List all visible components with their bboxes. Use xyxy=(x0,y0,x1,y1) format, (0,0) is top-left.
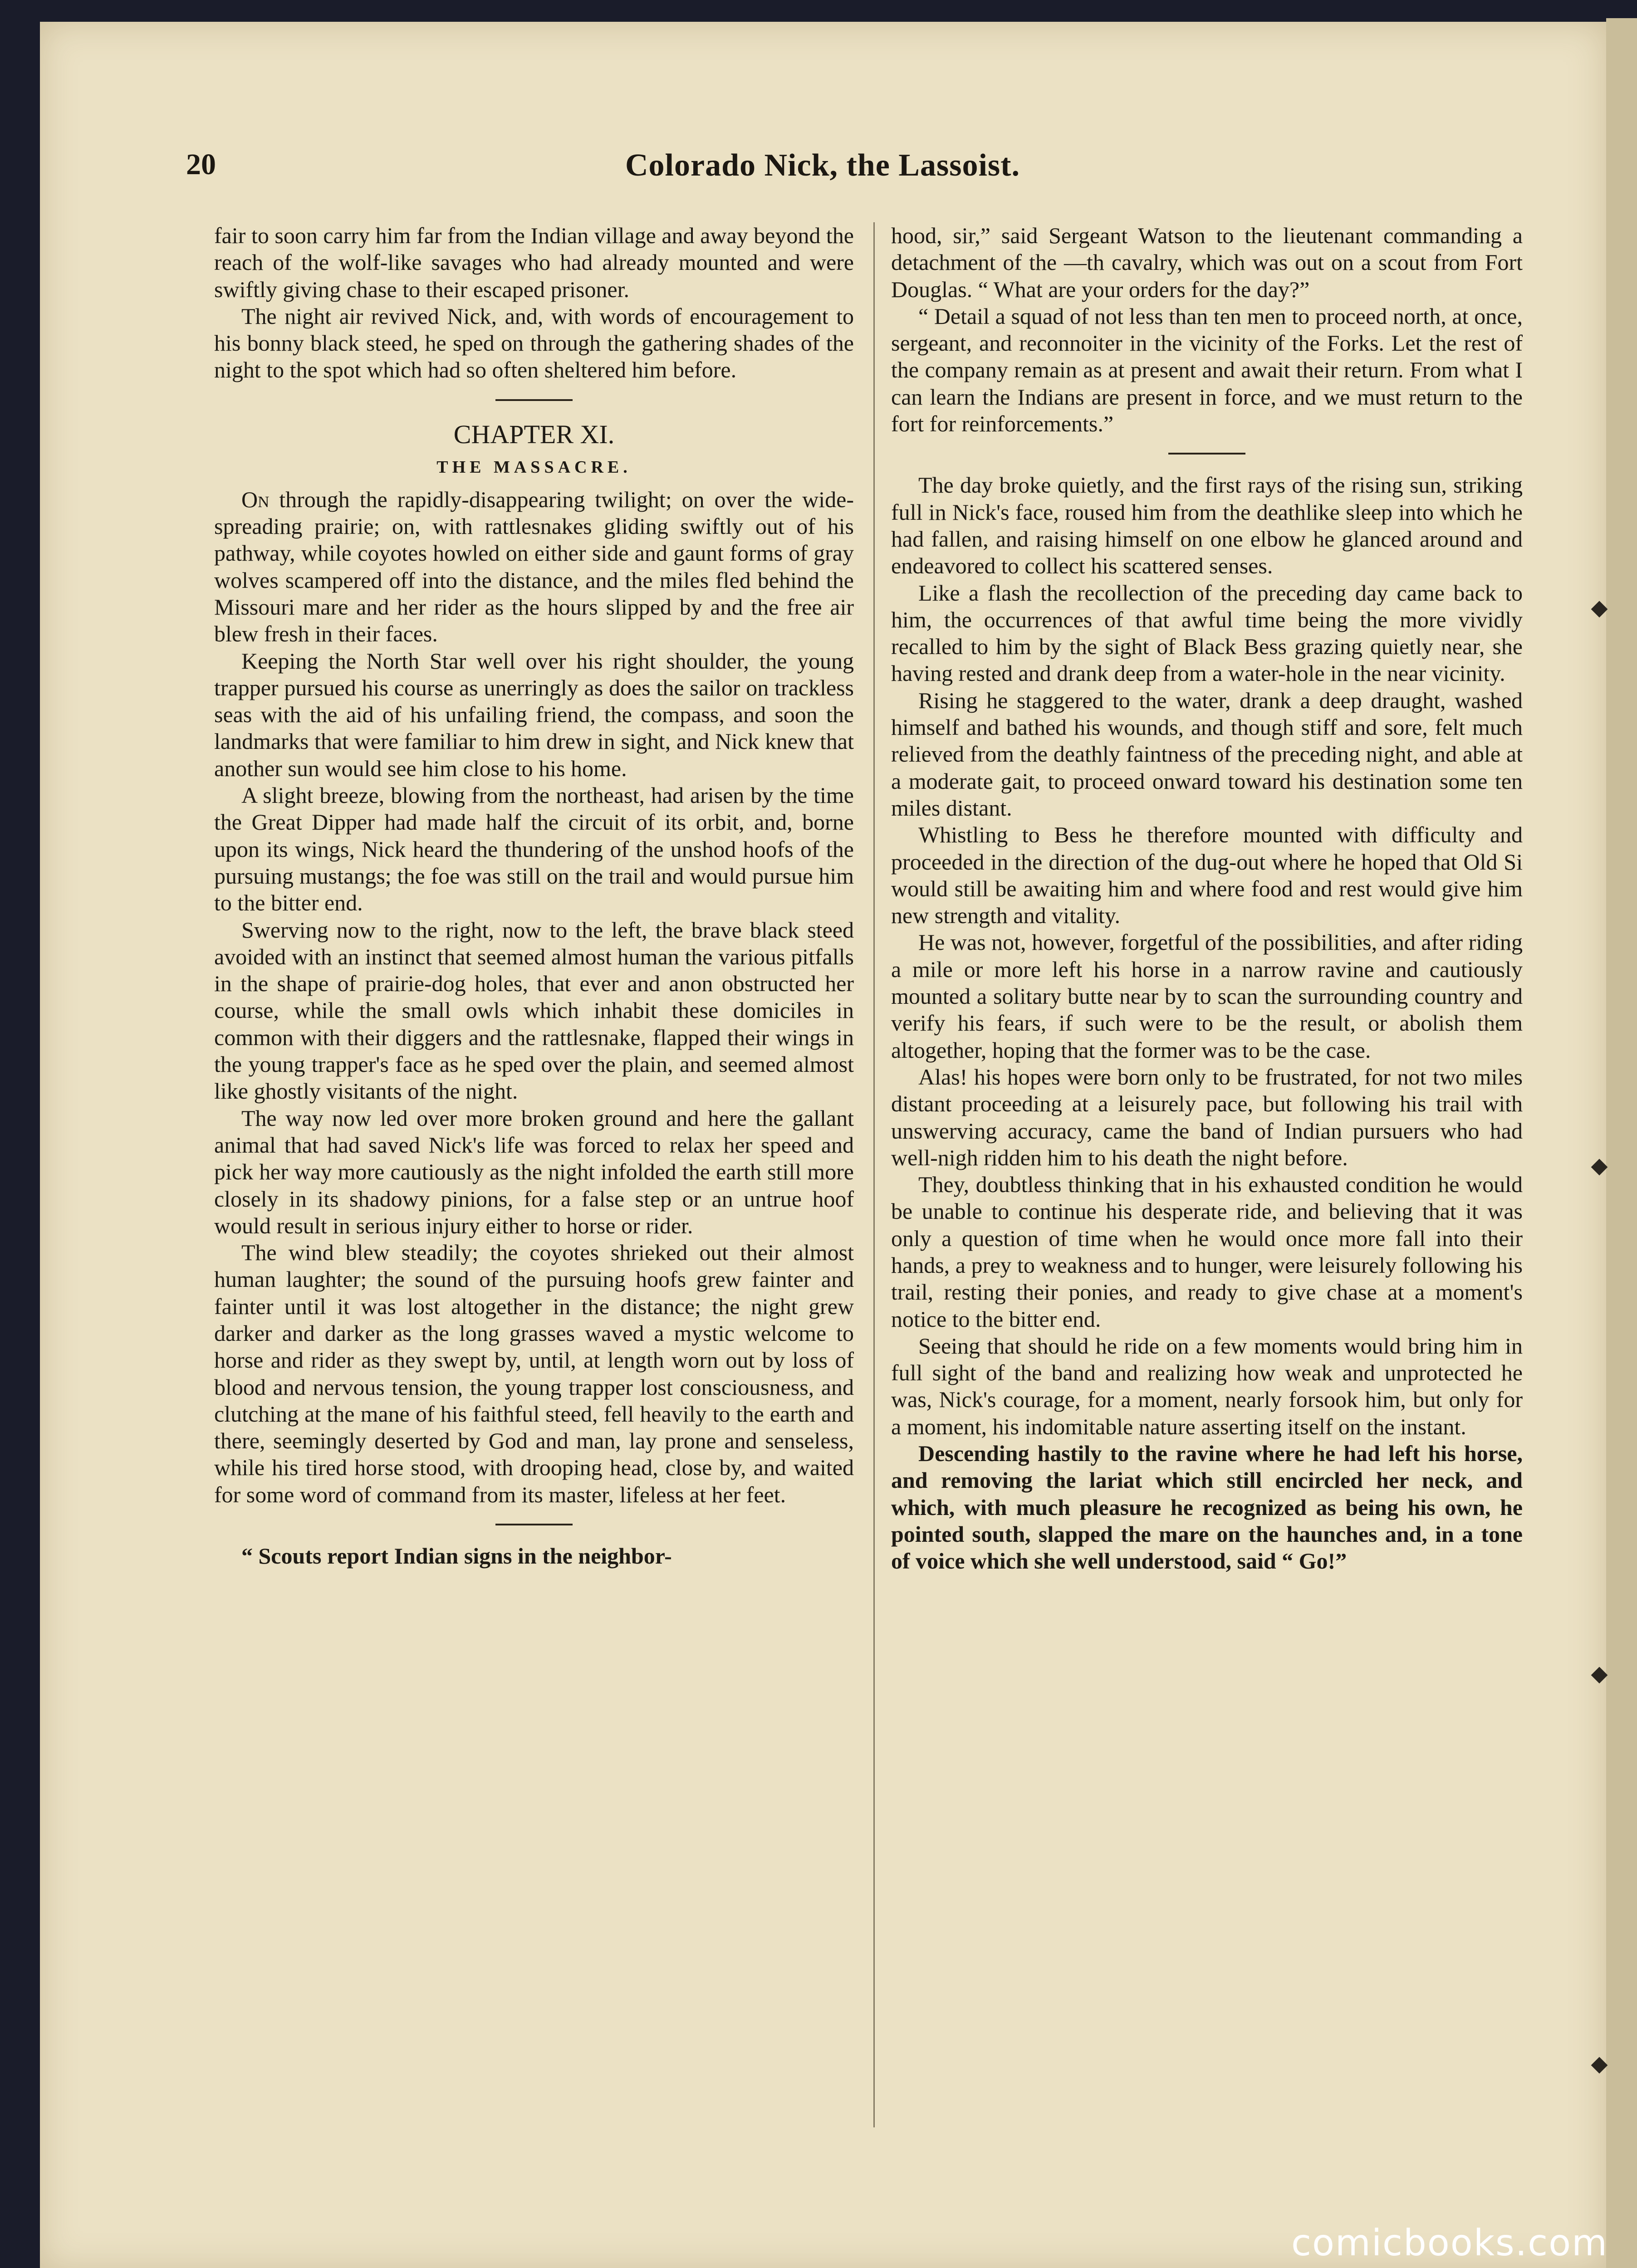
paragraph: They, doubtless thinking that in his exhausted condition he would be unable to continue his desperate ride, and believing that it was only a question of time when he would once more fall into their hands, a prey to weakness and to hunger, were leisurely following his trail, resting their ponies, and ready to give chase at a moment's notice to the bitter end. xyxy=(891,1172,1523,1332)
watermark: comicbooks.com xyxy=(1291,2222,1608,2264)
paragraph: hood, sir,” said Sergeant Watson to the lieutenant commanding a detachment of the —th cavalry, which was out on a scout from Fort Douglas. “ What are your orders for the day?” xyxy=(891,223,1523,302)
section-rule xyxy=(1168,453,1245,455)
first-paragraph-text: through the rapidly-disappearing twilight; on over the wide-spreading prairie; on, with rattlesnakes gliding swiftly out of his pathway, while coyotes howled on either side and gaunt forms of gray wolves scampered off into the distance, and the miles fled behind the Missouri mare and her rider as the hours slipped by and the free air blew fresh in their faces. xyxy=(214,486,854,647)
page-number: 20 xyxy=(186,148,216,181)
paragraph: The day broke quietly, and the first rays of the rising sun, striking full in Nick's face, roused him from the deathlike sleep into which he had fallen, and raising himself on one elbow he glanced around and endeavored to collect his scattered senses. xyxy=(891,472,1523,579)
chapter-subtitle: THE MASSACRE. xyxy=(436,457,632,477)
running-title: Colorado Nick, the Lassoist. xyxy=(625,148,1020,183)
chapter-title: CHAPTER XI. xyxy=(453,419,615,449)
right-column xyxy=(891,222,1523,2164)
paragraph: The night air revived Nick, and, with words of encouragement to his bonny black steed, he sped on through the gathering shades of the night to the spot which had so often sheltered him before. xyxy=(214,303,854,383)
section-rule xyxy=(495,399,573,401)
paragraph: Swerving now to the right, now to the left, the brave black steed avoided with an instinct that seemed almost human the various pitfalls in the shape of prairie-dog holes, that ever and anon obstructed her course, while the small owls which inhabit these domiciles in common with their diggers and the rattlesnake, flapped their wings in the young trapper's face as he sped over the plain, and seemed almost like ghostly visitants of the night. xyxy=(214,917,854,1104)
paragraph: Whistling to Bess he therefore mounted with difficulty and proceeded in the direction of the dug-out where he hoped that Old Si would still be awaiting him and where food and rest would give him new strength and vitality. xyxy=(891,822,1523,929)
paragraph: Seeing that should he ride on a few moments would bring him in full sight of the band and realizing how weak and unprotected he was, Nick's courage, for a moment, nearly forsook him, but only for a moment, his indomitable nature asserting itself on the instant. xyxy=(891,1333,1523,1439)
section-rule xyxy=(495,1524,573,1525)
dropcap-word: On xyxy=(241,486,270,512)
paragraph: The way now led over more broken ground and here the gallant animal that had saved Nick's life was forced to relax her speed and pick her way more cautiously as the night infolded the earth still more closely in its shadowy pinions, for a false step or an untrue hoof would result in serious injury either to horse or rider. xyxy=(214,1105,854,1238)
paragraph: Like a flash the recollection of the preceding day came back to him, the occurrences of that awful time being the more vividly recalled to him by the sight of Black Bess grazing quietly near, she having rested and drank deep from a water-hole in the near vicinity. xyxy=(891,580,1523,686)
paragraph: “ Detail a squad of not less than ten men to proceed north, at once, sergeant, and reconnoiter in the vicinity of the Forks. Let the rest of the company remain as at present and await their return. From what I can learn the Indians are present in force, and we must return to the fort for reinforcements.” xyxy=(891,303,1523,437)
left-column xyxy=(214,222,854,2164)
chapter-first-paragraph xyxy=(214,486,854,648)
paragraph: The wind blew steadily; the coyotes shrieked out their almost human laughter; the sound of the pursuing hoofs grew fainter and fainter until it was lost altogether in the distance; the night grew darker and darker as the long grasses waved a mystic welcome to horse and rider as they swept by, until, at length worn out by loss of blood and nervous tension, the young trapper lost consciousness, and clutching at the mane of his faithful steed, fell heavily to the earth and there, seemingly deserted by God and man, lay prone and senseless, while his tired horse stood, with drooping head, close by, and waited for some word of command from its master, lifeless at her feet. xyxy=(214,1240,854,1507)
paragraph: A slight breeze, blowing from the northeast, had arisen by the time the Great Dipper had made half the circuit of its orbit, and, borne upon its wings, Nick heard the thundering of the unshod hoofs of the pursuing mustangs; the foe was still on the trail and would pursue him to the bitter end. xyxy=(214,782,854,916)
paragraph: fair to soon carry him far from the Indian village and away beyond the reach of the wolf-like savages who had already mounted and were swiftly giving chase to their escaped prisoner. xyxy=(214,223,854,302)
paragraph: He was not, however, forgetful of the possibilities, and after riding a mile or more left his horse in a narrow ravine and cautiously mounted a solitary butte near by to scan the surrounding country and verify his fears, if such were to be the result, or abolish them altogether, hoping that the former was to be the case. xyxy=(891,929,1523,1063)
binding-edge xyxy=(1606,18,1637,2268)
paragraph: Alas! his hopes were born only to be frustrated, for not two miles distant proceeding at a leisurely pace, but following his trail with unswerving accuracy, came the band of Indian pursuers who had well-nigh ridden him to his death the night before. xyxy=(891,1064,1523,1170)
column-divider xyxy=(873,222,875,2127)
paragraph: Keeping the North Star well over his right shoulder, the young trapper pursued his course as unerringly as does the sailor on trackless seas with the aid of his unfailing friend, the compass, and soon the landmarks that were familiar to him drew in sight, and Nick knew that another sun would see him close to his home. xyxy=(214,648,854,781)
paragraph: Rising he staggered to the water, drank a deep draught, washed himself and bathed his wounds, and though stiff and sore, felt much relieved from the deathly faintness of the preceding night, and able at a moderate gait, to proceed onward toward his destination some ten miles distant. xyxy=(891,687,1523,821)
closing-line: “ Scouts report Indian signs in the neighbor- xyxy=(241,1543,672,1569)
paragraph: Descending hastily to the ravine where he had left his horse, and removing the lariat which still encircled her neck, and which, with much pleasure he recognized as being his own, he pointed south, slapped the mare on the haunches and, in a tone of voice which she well understood, said “ Go!” xyxy=(891,1441,1523,1574)
page-header xyxy=(186,147,1166,193)
